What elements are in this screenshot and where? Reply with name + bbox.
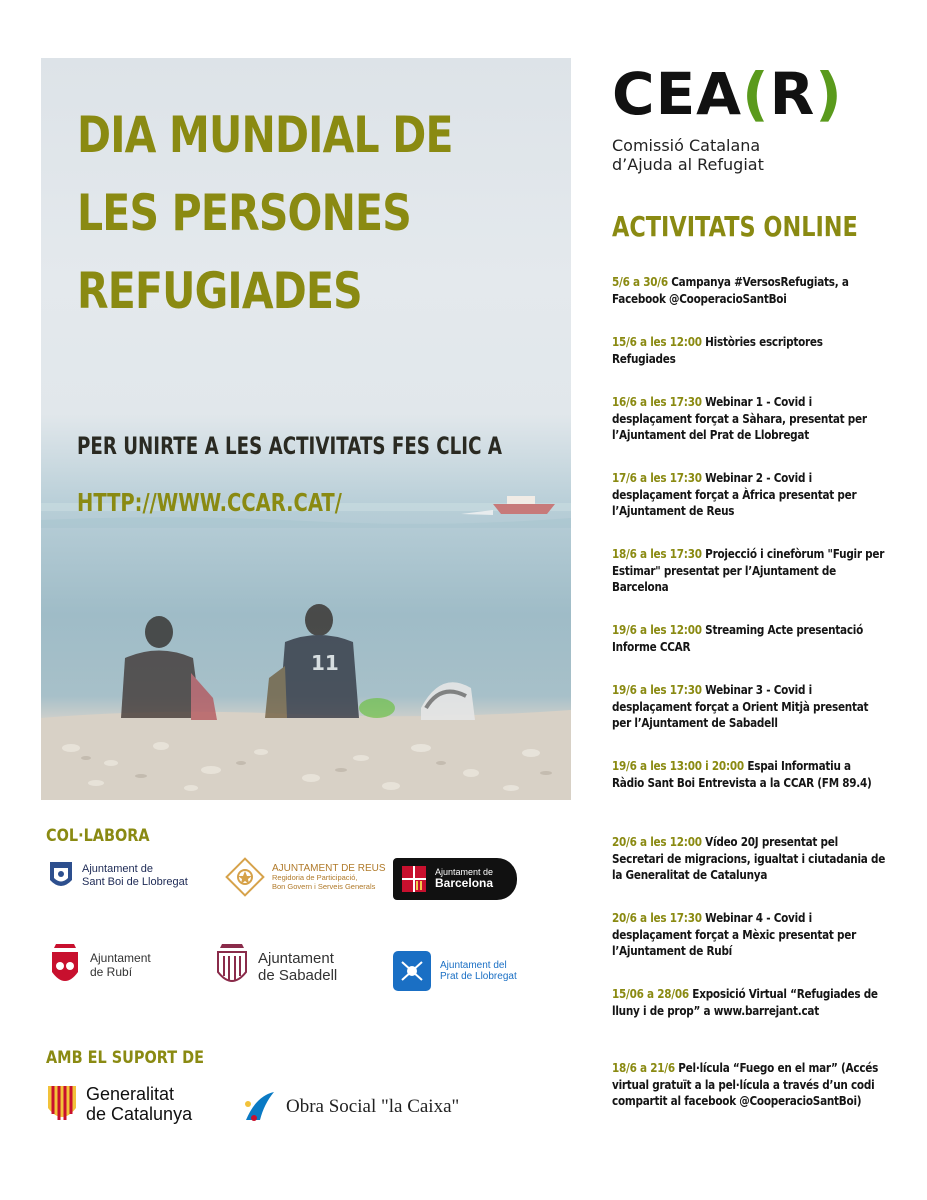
sant-boi-crest-icon	[48, 858, 74, 894]
collaborators-heading: COL·LABORA	[46, 826, 150, 846]
prat-crest-icon	[392, 950, 432, 992]
activity-item: 15/6 a les 12:00 Històries escriptores Refugiades	[612, 334, 823, 366]
rubi-crest-icon	[48, 940, 82, 992]
seated-person-left	[121, 616, 217, 720]
activity-item: 16/6 a les 17:30 Webinar 1 - Covid i desplaçament forçat a Sàhara, presentat per l’Ajuntament del Prat de Llobregat	[612, 394, 867, 442]
generalitat-crest-icon	[46, 1084, 78, 1124]
hero-title-line: DIA MUNDIAL DE	[77, 106, 453, 164]
cear-logo-mark: CEA(R)	[612, 60, 843, 128]
sponsor-sant-boi: Ajuntament de Sant Boi de Llobregat	[48, 858, 188, 894]
hero-title-line: REFUGIADES	[77, 262, 362, 320]
activity-item: 19/6 a les 17:30 Webinar 3 - Covid i desplaçament forçat a Orient Mitjà presentat per l’Ajuntament de Sabadell	[612, 682, 869, 730]
activity-item: 19/6 a les 12:00 Streaming Acte presentació Informe CCAR	[612, 622, 864, 654]
sponsor-generalitat: Generalitat de Catalunya	[46, 1084, 192, 1124]
sponsor-barcelona: Ajuntament de Barcelona	[393, 858, 517, 900]
la-caixa-star-icon	[240, 1090, 280, 1124]
reus-crest-icon	[224, 856, 266, 898]
support-heading: AMB EL SUPORT DE	[46, 1048, 204, 1068]
sponsor-prat: Ajuntament del Prat de Llobregat	[392, 950, 517, 992]
hero-title	[77, 96, 462, 330]
activity-item: 17/6 a les 17:30 Webinar 2 - Covid i desplaçament forçat a Àfrica presentat per l’Ajuntament de Reus	[612, 470, 857, 518]
sponsor-sabadell: Ajuntament de Sabadell	[214, 942, 337, 992]
ccar-website-link[interactable]: HTTP://WWW.CCAR.CAT/	[77, 488, 342, 517]
hero-call-to-action: PER UNIRTE A LES ACTIVITATS FES CLIC A	[77, 432, 502, 460]
activity-item: 18/6 a 21/6 Pel·lícula “Fuego en el mar” (Accés virtual gratuït a la pel·lícula a través d’un codi compartit al facebook @CooperacioSantBoi)	[612, 1060, 879, 1108]
sponsor-la-caixa: Obra Social "la Caixa"	[240, 1090, 459, 1124]
cear-logo-subtitle: Comissió Catalana d’Ajuda al Refugiat	[612, 136, 764, 174]
activity-item: 15/06 a 28/06 Exposició Virtual “Refugiades de lluny i de prop” a www.barrejant.cat	[612, 986, 878, 1018]
hero-title-line: LES PERSONES	[77, 184, 411, 242]
sponsor-reus: AJUNTAMENT DE REUS Regidoria de Participació, Bon Govern i Serveis Generals	[224, 856, 386, 898]
shirt-number: 11	[311, 651, 339, 675]
sabadell-crest-icon	[214, 942, 250, 992]
hero-photo-panel	[41, 58, 571, 800]
activity-item: 19/6 a les 13:00 i 20:00 Espai Informatiu a Ràdio Sant Boi Entrevista a la CCAR (FM 89.4)	[612, 758, 872, 790]
seated-person-right	[265, 604, 359, 718]
sponsor-rubi: Ajuntament de Rubí	[48, 940, 151, 992]
activity-item: 5/6 a 30/6 Campanya #VersosRefugiats, a Facebook @CooperacioSantBoi	[612, 274, 849, 306]
activity-item: 20/6 a les 12:00 Vídeo 20J presentat pel Secretari de migracions, igualtat i ciutadania de la Generalitat de Catalunya	[612, 834, 886, 882]
activity-item: 18/6 a les 17:30 Projecció i cinefòrum "Fugir per Estimar" presentat per l’Ajuntament de Barcelona	[612, 546, 885, 594]
activities-heading: ACTIVITATS ONLINE	[612, 210, 858, 243]
activity-item: 20/6 a les 17:30 Webinar 4 - Covid i desplaçament forçat a Mèxic presentat per l’Ajuntament de Rubí	[612, 910, 857, 958]
barcelona-crest-icon	[401, 865, 427, 893]
cear-logo	[612, 62, 842, 174]
